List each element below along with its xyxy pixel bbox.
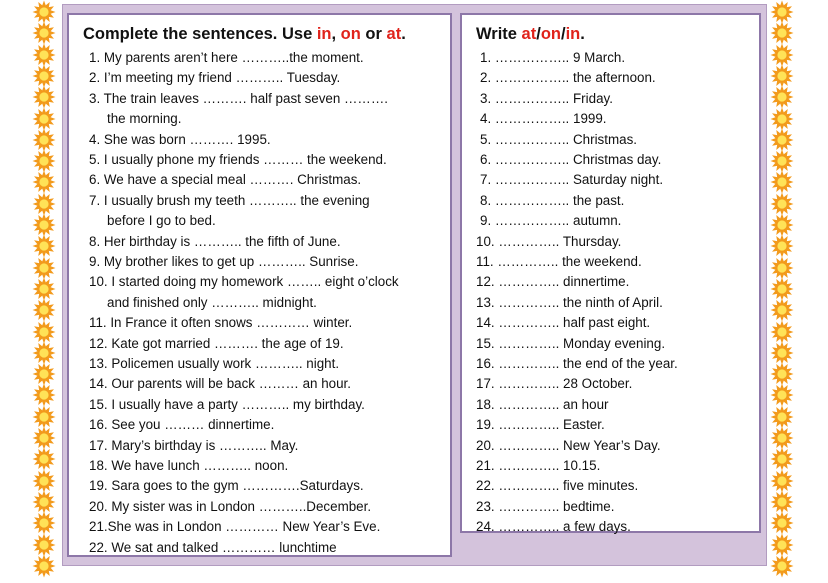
exercise-line: 20. ………….. New Year’s Day.	[476, 437, 661, 453]
exercise-line: 22. We sat and talked ………… lunchtime	[89, 539, 337, 555]
left-sun-border	[31, 0, 57, 575]
exercise-line: 16. ………….. the end of the year.	[476, 356, 678, 371]
exercise-line: 10. ………….. Thursday.	[476, 233, 622, 249]
exercise-line: 14. ………….. half past eight.	[476, 315, 651, 331]
exercise-line: and finished only ……….. midnight.	[107, 294, 317, 310]
left-exercise-panel	[67, 13, 452, 557]
exercise-line: 2. …………….. the afternoon.	[480, 70, 656, 86]
exercise-line: 19. ………….. Easter.	[476, 417, 605, 433]
left-panel-title: Complete the sentences. Use in, on or at.	[83, 25, 406, 43]
right-sun-border	[769, 0, 795, 575]
exercise-line: 16. See you ……… dinnertime.	[89, 417, 275, 433]
exercise-line: 6. We have a special meal ………. Christmas.	[89, 172, 362, 188]
exercise-line: 5. I usually phone my friends ……… the weekend.	[89, 152, 387, 167]
exercise-line: 3. The train leaves ………. half past seven ……….	[89, 90, 388, 106]
exercise-line: 7. …………….. Saturday night.	[480, 172, 664, 188]
exercise-line: 23. ………….. bedtime.	[476, 498, 615, 514]
exercise-line: before I go to bed.	[107, 213, 216, 229]
right-exercise-panel	[460, 13, 761, 533]
exercise-line: 14. Our parents will be back ……… an hour.	[89, 376, 351, 392]
exercise-line: 24. ………….. a few days.	[476, 519, 631, 535]
exercise-line: 10. I started doing my homework …….. eight o’clock	[89, 274, 399, 290]
exercise-line: 13. ………….. the ninth of April.	[476, 294, 663, 310]
exercise-line: 13. Policemen usually work ……….. night.	[89, 356, 340, 371]
keyword-on: on	[540, 25, 561, 43]
exercise-line: 8. Her birthday is ……….. the fifth of June.	[89, 233, 341, 249]
exercise-line: 18. ………….. an hour	[476, 396, 609, 412]
exercise-line: 17. ………….. 28 October.	[476, 376, 633, 392]
exercise-line: 4. She was born ………. 1995.	[89, 131, 271, 147]
exercise-line: the morning.	[107, 111, 182, 127]
exercise-line: 19. Sara goes to the gym ………….Saturdays.	[89, 478, 364, 494]
exercise-line: 12. Kate got married ………. the age of 19.	[89, 335, 344, 351]
keyword-at: at	[386, 25, 402, 43]
exercise-line: 18. We have lunch ……….. noon.	[89, 458, 289, 473]
exercise-line: 15. ………….. Monday evening.	[476, 335, 666, 351]
exercise-line: 17. Mary’s birthday is ……….. May.	[89, 437, 299, 453]
exercise-line: 21.She was in London ………… New Year’s Eve.	[89, 519, 381, 535]
exercise-line: 11. In France it often snows ………… winter.	[89, 315, 353, 331]
exercise-line: 5. …………….. Christmas.	[480, 131, 637, 147]
exercise-line: 9. …………….. autumn.	[480, 213, 622, 229]
keyword-in: in	[316, 25, 332, 43]
exercise-line: 3. …………….. Friday.	[480, 90, 613, 106]
exercise-line: 2. I’m meeting my friend ……….. Tuesday.	[89, 70, 341, 86]
exercise-line: 1. My parents aren’t here ………..the moment.	[89, 50, 364, 65]
worksheet-frame	[62, 4, 767, 566]
exercise-line: 6. …………….. Christmas day.	[480, 152, 662, 167]
right-panel-title: Write at/on/in.	[476, 25, 585, 43]
exercise-line: 8. …………….. the past.	[480, 192, 625, 208]
exercise-line: 21. ………….. 10.15.	[476, 458, 601, 473]
sun-icon	[32, 554, 56, 578]
exercise-line: 22. ………….. five minutes.	[476, 478, 639, 494]
exercise-line: 20. My sister was in London ………..December.	[89, 498, 372, 514]
exercise-line: 11. ………….. the weekend.	[476, 254, 642, 269]
sun-icon	[770, 554, 794, 578]
keyword-on: on	[340, 25, 361, 43]
exercise-line: 4. …………….. 1999.	[480, 111, 607, 127]
exercise-line: 9. My brother likes to get up ……….. Sunrise.	[89, 254, 359, 269]
exercise-line: 12. ………….. dinnertime.	[476, 274, 630, 290]
keyword-at: at	[521, 25, 537, 43]
exercise-line: 1. …………….. 9 March.	[480, 50, 626, 65]
exercise-line: 15. I usually have a party ……….. my birthday.	[89, 396, 365, 412]
exercise-line: 7. I usually brush my teeth ……….. the evening	[89, 192, 370, 208]
keyword-in: in	[565, 25, 581, 43]
